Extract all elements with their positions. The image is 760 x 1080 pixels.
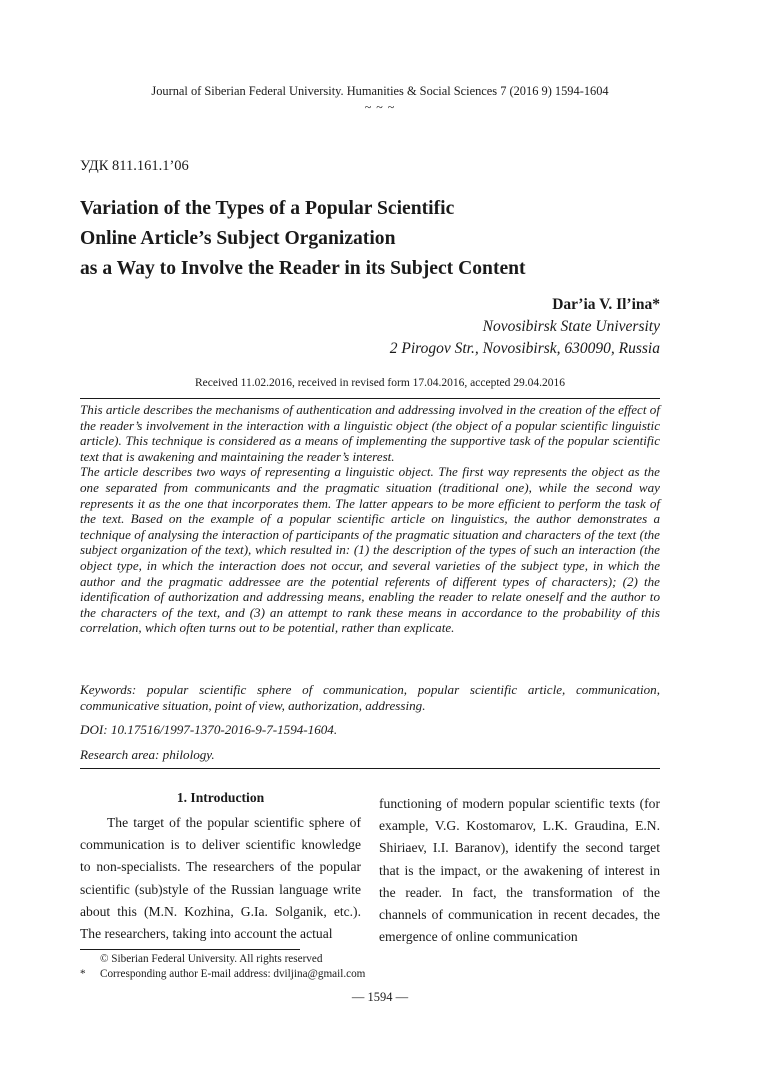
footnotes <box>80 952 365 982</box>
author-affiliation: Novosibirsk State University <box>482 318 660 335</box>
title-line: Online Article’s Subject Organization <box>80 228 396 249</box>
journal-header: Journal of Siberian Federal University. Humanities & Social Sciences 7 (2016 9) 1594-1604 <box>151 84 609 98</box>
body-column-left <box>80 788 361 945</box>
body-paragraph: The target of the popular scientific sphere of communication is to deliver scientific knowledge to non-specialists. The researchers of the popular scientific (sub)style of the Russian language write about this (M.N. Kozhina, G.Ia. Solganik, etc.). The researchers, taking into account the actual <box>80 815 361 942</box>
footnote-mark: * <box>80 968 86 980</box>
title-line: as a Way to Involve the Reader in its Subject Content <box>80 258 526 279</box>
udk-code: УДК 811.161.1’06 <box>80 158 189 174</box>
research-area: Research area: philology. <box>80 747 215 762</box>
footnote-rule <box>80 949 300 950</box>
doi: DOI: 10.17516/1997-1370-2016-9-7-1594-1604. <box>80 722 338 737</box>
copyright-note <box>80 952 365 967</box>
corresponding-author-text: Corresponding author E-mail address: dviljina@gmail.com <box>100 968 366 980</box>
abstract <box>80 402 660 636</box>
section-heading: 1. Introduction <box>176 790 265 805</box>
page-number: — 1594 — <box>351 990 409 1004</box>
corresponding-author-note <box>80 967 365 982</box>
body-paragraph: functioning of modern popular scientific texts (for example, V.G. Kostomarov, L.K. Graudina, E.N. Shiriaev, I.I. Baranov), identify the second target that is the impact, or the awakening of interest in the reader. In fact, the transformation of the channels of communication in recent decades, the emergence of online communication <box>379 796 660 945</box>
copyright-text: © Siberian Federal University. All rights reserved <box>100 953 323 965</box>
abstract-top-rule <box>80 398 660 399</box>
body-column-right <box>379 793 660 948</box>
author-address: 2 Pirogov Str., Novosibirsk, 630090, Russia <box>389 340 660 357</box>
title-line: Variation of the Types of a Popular Scientific <box>80 198 455 219</box>
abstract-bottom-rule <box>80 768 660 769</box>
abstract-paragraph: The article describes two ways of representing a linguistic object. The first way represents the object as the one separated from communicants and the pragmatic situation (traditional one), while the second way represents it as the one that incorporates them. The latter appears to be more efficient to perform the task of the text. Based on the example of a popular scientific article on linguistics, the author demonstrates a technique of analysing the interaction of participants of the pragmatic situation and characters of the text (the subject organization of the text), which resulted in: (1) the description of the types of such an interaction (the object type, in which the interaction does not occur, and several varieties of the subject type, in which the author and the pragmatic addressee are the potential referents of different types of characters); (2) the identification of authorization and addressing means, enabling the reader to relate oneself and the author to the characters of the text, and (3) an attempt to rank these means in accordance to the probability of this correlation, which often turns out to be potential, rather than explicate. <box>80 464 660 636</box>
header-ornament: ~ ~ ~ <box>364 100 396 114</box>
article-title <box>80 194 680 284</box>
author-name: Dar’ia V. Il’ina* <box>552 296 660 313</box>
received-dates: Received 11.02.2016, received in revised form 17.04.2016, accepted 29.04.2016 <box>194 377 566 389</box>
keywords: Keywords: popular scientific sphere of communication, popular scientific article, communication, communicative situation, point of view, authorization, addressing. <box>80 682 660 713</box>
abstract-paragraph: This article describes the mechanisms of authentication and addressing involved in the creation of the effect of the reader’s involvement in the interaction with a linguistic object (the object of a popular scientific linguistic article). This technique is considered as a means of implementing the supportive task of the popular scientific text that is awakening and maintaining the reader’s interest. <box>80 402 660 464</box>
author-block <box>390 294 660 360</box>
